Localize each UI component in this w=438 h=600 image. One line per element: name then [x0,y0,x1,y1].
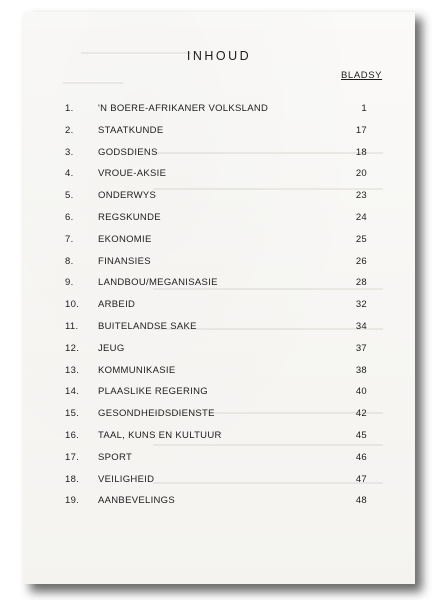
toc-entry [23,103,415,117]
toc-entry-number: 18. [65,473,80,485]
toc-entry-number: 15. [65,408,80,420]
toc-entry [23,474,415,488]
toc-entry-label: PLAASLIKE REGERING [98,386,208,398]
toc-entry-page: 40 [355,386,367,398]
toc-entry-label: VEILIGHEID [98,473,155,485]
toc-entry [23,147,415,161]
toc-entry-number: 17. [65,451,80,463]
toc-entry [23,365,415,379]
toc-entry-number: 10. [65,299,80,311]
toc-entry-page: 26 [355,255,367,267]
show-through-mark [153,444,383,446]
toc-entry-label: BUITELANDSE SAKE [98,321,197,332]
toc-entry [23,234,415,248]
toc-entry-page: 28 [355,277,367,289]
document-page [23,12,415,584]
toc-entry-number: 2. [65,124,74,136]
page-title: INHOUD [186,49,252,63]
toc-entry [23,190,415,204]
toc-entry-number: 13. [65,364,80,376]
toc-entry-page: 18 [355,146,367,158]
toc-entry-page: 24 [355,212,367,223]
toc-entry-page: 45 [355,430,367,441]
toc-entry-label: ONDERWYS [98,190,157,202]
toc-entry-page: 46 [355,451,367,463]
toc-entry-label: JEUG [98,342,125,354]
toc-entry-page: 1 [361,103,367,114]
toc-entry-label: FINANSIES [98,255,151,267]
toc-entry-number: 6. [65,212,74,223]
toc-entry-label: AANBEVELINGS [98,495,175,507]
toc-entry-number: 12. [65,342,80,354]
toc-entry-label: REGSKUNDE [98,212,161,223]
toc-entry [23,299,415,313]
toc-entry [23,168,415,182]
show-through-mark [63,82,123,84]
toc-entry-page: 47 [355,473,367,485]
toc-entry-label: EKONOMIE [98,233,152,245]
toc-entry-number: 16. [65,430,80,441]
toc-entry-number: 11. [65,321,79,332]
toc-entry [23,125,415,139]
toc-entry-label: TAAL, KUNS EN KULTUUR [98,430,222,441]
toc-entry [23,321,415,335]
toc-entry-page: 32 [355,299,367,311]
toc-entry-number: 1. [65,103,74,114]
toc-entry [23,386,415,400]
toc-entry-label: STAATKUNDE [98,124,164,136]
toc-entry-number: 9. [65,277,74,289]
toc-entry-number: 14. [65,386,80,398]
toc-entry-number: 8. [65,255,74,267]
toc-entry-number: 3. [65,146,74,158]
toc-entry-page: 48 [355,495,367,507]
toc-entry-label: VROUE-AKSIE [98,168,167,180]
toc-entry [23,277,415,291]
toc-entry [23,430,415,444]
toc-entry-page: 37 [355,342,367,354]
toc-entry-page: 17 [355,124,367,136]
toc-entry [23,212,415,226]
toc-entry-page: 25 [355,233,367,245]
toc-entry [23,408,415,422]
toc-entry-number: 5. [65,190,74,202]
toc-entry-label: GODSDIENS [98,146,158,158]
toc-entry [23,256,415,270]
toc-entry-label: GESONDHEIDSDIENSTE [98,408,215,420]
toc-entry-label: ARBEID [98,299,136,311]
toc-entry-page: 34 [355,321,367,332]
toc-entry-number: 19. [65,495,80,507]
toc-entry-label: KOMMUNIKASIE [98,364,176,376]
page-column-header: BLADSY [341,70,383,81]
toc-entry [23,495,415,509]
toc-entry-number: 7. [65,233,74,245]
toc-entry-label: SPORT [98,451,133,463]
toc-entry-page: 38 [355,364,367,376]
toc-entry-page: 42 [355,408,367,420]
toc-entry-number: 4. [65,168,74,180]
toc-entry [23,452,415,466]
toc-entry-label: 'N BOERE-AFRIKANER VOLKSLAND [98,103,269,114]
toc-entry-page: 23 [355,190,367,202]
toc-entry-label: LANDBOU/MEGANISASIE [98,277,218,289]
toc-entry-page: 20 [355,168,367,180]
toc-entry [23,343,415,357]
